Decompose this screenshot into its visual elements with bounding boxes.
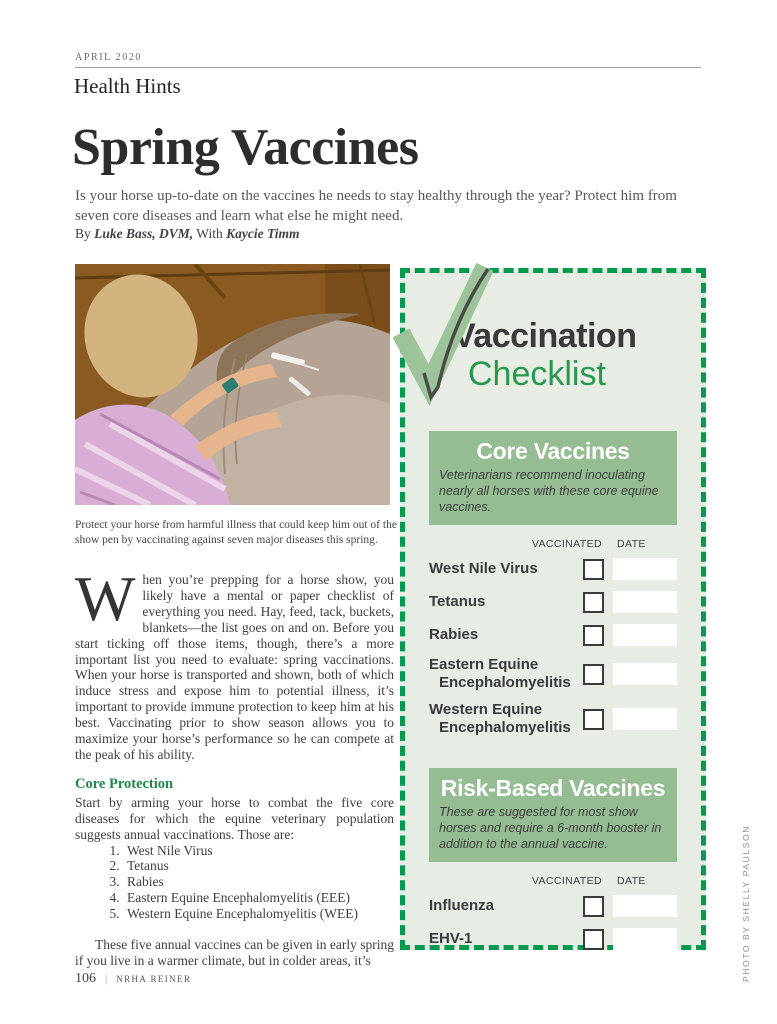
- date-field[interactable]: [613, 895, 677, 917]
- date-field[interactable]: [613, 663, 677, 685]
- vaccine-label: Eastern Equine: [429, 656, 539, 674]
- core-vaccine-rows: [429, 557, 677, 737]
- vaccine-row-rabies: [429, 623, 677, 647]
- article-title: Spring Vaccines: [72, 119, 419, 176]
- byline-author: Luke Bass, DVM,: [94, 226, 194, 241]
- issue-date: APRIL 2020: [75, 52, 143, 63]
- vaccinated-column-label: VACCINATED: [531, 875, 602, 888]
- date-column-label: DATE: [617, 875, 646, 888]
- vaccine-row-west-nile: [429, 557, 677, 581]
- vaccinated-checkbox[interactable]: [583, 929, 604, 950]
- article-body: [75, 563, 394, 969]
- intro-paragraph: [75, 563, 394, 763]
- core-columns-header: [429, 538, 677, 550]
- panel-title-line1: Vaccination: [453, 317, 637, 355]
- list-item: 4. Eastern Equine Encephalomyelitis (EEE): [123, 890, 394, 906]
- list-item: 1. West Nile Virus: [123, 843, 394, 859]
- section-paragraph: Start by arming your horse to combat the five core diseases for which the equine veterinary population suggests annual vaccinations. Those are:: [75, 794, 394, 842]
- core-disease-list: [97, 843, 394, 923]
- vaccine-label-line2: Encephalomyelitis: [439, 674, 571, 692]
- closing-paragraph: These five annual vaccines can be given in early spring if you live in a warmer climate, but in colder areas, it’s: [75, 937, 394, 968]
- section-title: Health Hints: [74, 74, 181, 98]
- page-number: 106: [75, 971, 96, 986]
- byline-coauthor: Kaycie Timm: [226, 226, 300, 241]
- vaccinated-checkbox[interactable]: [583, 664, 604, 685]
- core-vaccines-box: [429, 431, 677, 525]
- byline: [75, 226, 299, 242]
- vaccine-label-line2: Encephalomyelitis: [439, 719, 571, 737]
- footer-separator: |: [105, 973, 108, 985]
- date-field[interactable]: [613, 624, 677, 646]
- risk-vaccine-rows: [429, 894, 677, 951]
- vaccine-label: EHV-1: [429, 930, 473, 948]
- vaccine-row-wee: [429, 701, 677, 737]
- vaccine-row-influenza: [429, 894, 677, 918]
- checkmark-icon: [393, 257, 493, 407]
- byline-by: By: [75, 226, 91, 241]
- vaccinated-checkbox[interactable]: [583, 559, 604, 580]
- vaccine-label: Western Equine: [429, 701, 543, 719]
- vaccinated-checkbox[interactable]: [583, 709, 604, 730]
- vaccination-checklist-panel: [400, 268, 706, 950]
- risk-based-vaccines-box: [429, 768, 677, 862]
- header-rule: [75, 67, 701, 68]
- list-item: 5. Western Equine Encephalomyelitis (WEE): [123, 906, 394, 922]
- vaccinated-checkbox[interactable]: [583, 592, 604, 613]
- photo-caption: Protect your horse from harmful illness that could keep him out of the show pen by vaccinating against seven major diseases this spring.: [75, 519, 397, 546]
- horse-vaccination-photo-illustration: [75, 264, 390, 505]
- risk-based-description: These are suggested for most show horses and require a 6-month booster in addition to the annual vaccine.: [439, 805, 662, 852]
- vaccinated-column-label: VACCINATED: [531, 538, 602, 551]
- risk-based-heading: Risk-Based Vaccines: [440, 775, 666, 802]
- date-field[interactable]: [613, 558, 677, 580]
- core-protection-heading: Core Protection: [75, 775, 174, 792]
- date-field[interactable]: [613, 928, 677, 950]
- vaccinated-checkbox[interactable]: [583, 896, 604, 917]
- publication-name: NRHA REINER: [116, 974, 192, 984]
- date-column-label: DATE: [617, 538, 646, 551]
- article-subtitle: Is your horse up-to-date on the vaccines he needs to stay healthy through the year? Protect him from seven core diseases and learn what else he might need.: [75, 188, 677, 224]
- date-field[interactable]: [613, 708, 677, 730]
- byline-with: With: [196, 226, 223, 241]
- vaccine-label: West Nile Virus: [429, 560, 538, 578]
- article-photo: [75, 264, 390, 505]
- vaccine-label: Rabies: [429, 626, 479, 644]
- intro-text: hen you’re prepping for a horse show, you likely have a mental or paper checklist of everything you need. Hay, feed, tack, buckets, blankets—the list goes on and on. Before you start ticking off those items, though, there’s a more important list you need to evaluate: spring vaccinations. When your horse is transported and shown, both of which induce stress and expose him to potential illness, it’s important to provide immune protection to keep him at his best. Vaccinating prior to show season allows you to maximize your horse’s performance so he can compete at the peak of his ability.: [75, 572, 394, 762]
- list-item: 2. Tetanus: [123, 858, 394, 874]
- vaccine-row-eee: [429, 656, 677, 692]
- date-field[interactable]: [613, 591, 677, 613]
- vaccine-row-ehv1: [429, 927, 677, 951]
- drop-cap: W: [75, 563, 136, 634]
- risk-columns-header: [429, 875, 677, 887]
- vaccine-row-tetanus: [429, 590, 677, 614]
- page-footer: [75, 969, 191, 987]
- core-vaccines-description: Veterinarians recommend inoculating nearly all horses with these core equine vaccines.: [439, 468, 659, 515]
- vaccinated-checkbox[interactable]: [583, 625, 604, 646]
- vaccine-label: Influenza: [429, 897, 495, 915]
- list-item: 3. Rabies: [123, 874, 394, 890]
- vaccine-label: Tetanus: [429, 593, 486, 611]
- core-vaccines-heading: Core Vaccines: [476, 438, 630, 465]
- panel-title-line2: Checklist: [468, 354, 606, 393]
- photo-credit: PHOTO BY SHELLY PAULSON: [741, 825, 751, 982]
